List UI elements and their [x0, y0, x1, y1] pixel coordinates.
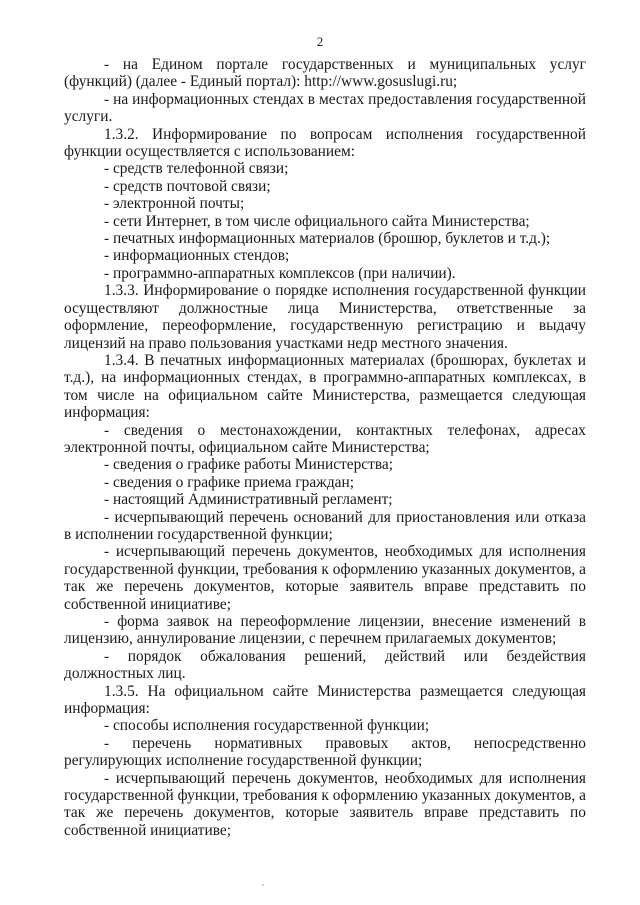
list-item: - настоящий Административный регламент;: [104, 491, 393, 509]
list-item: - исчерпывающий перечень документов, необходимых для исполнения государственной функции, требования к оформлению указанных документов, а так же перечень документов, которые заявитель вправе представить по собственной инициативе;: [64, 769, 586, 839]
document-body: [64, 56, 586, 839]
list-item: - форма заявок на переоформление лицензии, внесение изменений в лицензию, аннулирование лицензии, с перечнем прилагаемых документов;: [64, 613, 586, 648]
list-item: - программно-аппаратных комплексов (при наличии).: [104, 264, 456, 282]
list-item: - сети Интернет, в том числе официального сайта Министерства;: [104, 212, 530, 230]
list-item: - печатных информационных материалов (брошюр, буклетов и т.д.);: [104, 230, 551, 248]
paragraph-stands: - на информационных стендах в местах предоставления государственной услуги.: [64, 90, 586, 126]
list-item: - перечень нормативных правовых актов, непосредственно регулирующих исполнение государственной функции;: [64, 734, 586, 770]
list-item: - средств телефонной связи;: [104, 160, 289, 178]
paragraph-portal: - на Едином портале государственных и муниципальных услуг (функций) (далее - Единый портал): http://www.gosuslugi.ru;: [64, 56, 586, 91]
list-item: - исчерпывающий перечень документов, необходимых для исполнения государственной функции, требования к оформлению указанных документов, а так же перечень документов, которые заявитель вправе представить по собственной инициативе;: [64, 543, 586, 613]
list-item: - средств почтовой связи;: [104, 177, 271, 195]
page-number: 2: [316, 34, 324, 49]
paragraph-1-3-2: 1.3.2. Информирование по вопросам исполнения государственной функции осуществляется с использованием:: [64, 125, 586, 161]
list-item: - информационных стендов;: [104, 247, 290, 265]
paragraph-1-3-3: 1.3.3. Информирование о порядке исполнения государственной функции осуществляют должностные лица Министерства, ответственные за оформление, переоформление, государственную регистрацию и выдачу лицензий на право пользования участками недр местного значения.: [64, 282, 586, 352]
list-item: - сведения о графике работы Министерства;: [104, 456, 394, 474]
paragraph-1-3-4: 1.3.4. В печатных информационных материалах (брошюрах, буклетах и т.д.), на информационных стендах, в программно-аппаратных комплексах, в том числе на официальном сайте Министерства, размещается следующая информация:: [64, 351, 586, 422]
list-item: - сведения о местонахождении, контактных телефонах, адресах электронной почты, официальном сайте Министерства;: [64, 421, 586, 456]
paragraph-1-3-5: 1.3.5. На официальном сайте Министерства размещается следующая информация:: [64, 682, 586, 718]
list-item: - порядок обжалования решений, действий или бездействия должностных лиц.: [64, 647, 586, 683]
list-item: - исчерпывающий перечень оснований для приостановления или отказа в исполнении государственной функции;: [64, 508, 586, 543]
list-item: - сведения о графике приема граждан;: [104, 473, 354, 491]
list-item: - способы исполнения государственной функции;: [104, 717, 430, 735]
list-item: - электронной почты;: [104, 195, 245, 213]
scan-speck: [262, 884, 264, 886]
